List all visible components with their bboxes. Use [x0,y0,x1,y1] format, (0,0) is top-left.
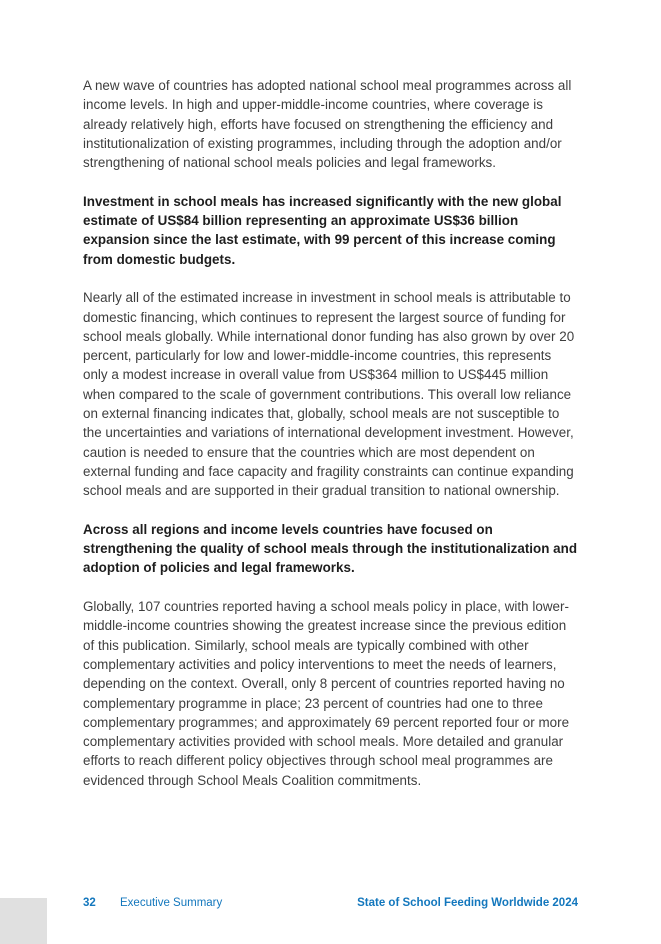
page-number: 32 [83,897,96,909]
page-footer [83,896,578,912]
corner-decoration-box [0,898,47,944]
footer-section-label: Executive Summary [120,897,223,909]
paragraph-key-finding-investment: Investment in school meals has increased significantly with the new global estimate of US$84 billion representing an approximate US$36 billion expansion since the last estimate, with 99 percent of this increase coming from domestic budgets. [83,193,562,267]
paragraph-key-finding-quality: Across all regions and income levels countries have focused on strengthening the quality of school meals through the institutionalization and adoption of policies and legal frameworks. [83,521,578,576]
paragraph-policy-detail: Globally, 107 countries reported having a school meals policy in place, with lower-middle-income countries showing the greatest increase since the previous edition of this publication. Similarly, school meals are typically combined with other complementary activities and policy interventions to meet the needs of learners, depending on the context. Overall, only 8 percent of countries reported having no complementary programme in place; 23 percent of countries had one to three complementary programmes; and approximately 69 percent reported four or more complementary activities provided with school meals. More detailed and granular efforts to reach different policy objectives through school meal programmes are evidenced through School Meals Coalition commitments. [83,599,570,788]
paragraph-financing-detail: Nearly all of the estimated increase in investment in school meals is attributable to domestic financing, which continues to represent the largest source of funding for school meals globally. While international donor funding has also grown by over 20 percent, particularly for low and lower-middle-income countries, this represents only a modest increase in overall value from US$364 million to US$445 million when compared to the scale of government contributions. This overall low reliance on external financing indicates that, globally, school meals are not susceptible to the uncertainties and variations of international development investment. However, caution is needed to ensure that the countries which are most dependent on external funding and face capacity and fragility constraints can continue expanding school meals and are supported in their gradual transition to national ownership. [83,290,575,499]
footer-publication-title: State of School Feeding Worldwide 2024 [357,897,578,909]
page-body-text [83,76,579,809]
paragraph-intro-national-programmes: A new wave of countries has adopted national school meal programmes across all income levels. In high and upper-middle-income countries, where coverage is already relatively high, efforts have focused on strengthening the efficiency and institutionalization of existing programmes, including through the adoption and/or strengthening of national school meals policies and legal frameworks. [83,78,572,171]
